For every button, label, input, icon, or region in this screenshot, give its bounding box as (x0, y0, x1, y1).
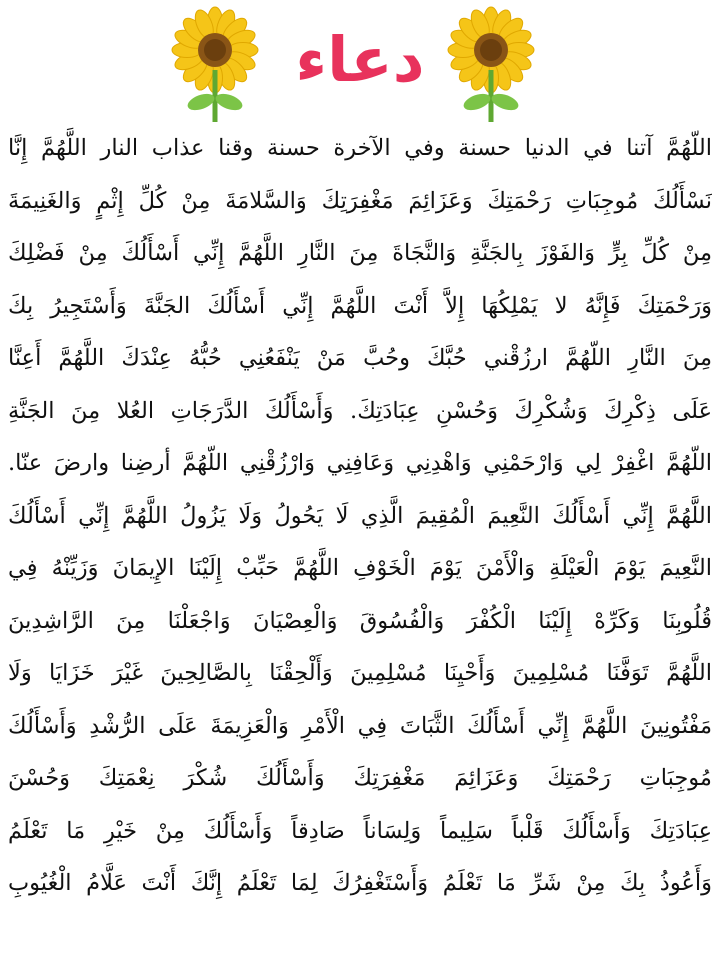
text-line: وَأَعُوذُ بِكَ مِنْ شَرِّ مَا تَعْلَمُ وَأَسْتَغْفِرُكَ لِمَا تَعْلَمُ إِنَّكَ أَنْتَ عَلَّامُ الْغُيُوبِ (8, 870, 712, 896)
text-line: نَسْأَلُكَ مُوجِبَاتِ رَحْمَتِكَ وَعَزَائِمَ مَغْفِرَتِكَ وَالسَّلامَةَ مِنْ كُلِّ إِثْمٍ وَالغَنِيمَةَ (8, 187, 712, 214)
text-line: اللَّهُمَّ تَوَفَّنَا مُسْلِمِينَ وَأَحْيِنَا مُسْلِمِينَ وَأَلْحِقْنَا بِالصَّالِحِينَ غَيْرَ خَزَايَا وَلَا (8, 660, 712, 686)
text-line: النَّعِيمَ يَوْمَ الْعَيْلَةِ وَالْأَمْنَ يَوْمَ الْخَوْفِ اللَّهُمَّ حَبِّبْ إِلَيْنَا الإِيمَانَ وَزَيِّنْهُ فِي (8, 555, 712, 581)
sunflower-icon (160, 4, 270, 122)
text-line: مُوجِبَاتِ رَحْمَتِكَ وَعَزَائِمَ مَغْفِرَتِكَ وَأَسْأَلُكَ شُكْرَ نِعْمَتِكَ وَحُسْنَ (8, 765, 712, 791)
text-line: مِنَ النَّارِ اللّهُمَّ ارزُقْني حُبَّكَ وحُبَّ مَنْ يَنْفَعُنِي حُبُّهُ عِنْدَكَ اللَّهُمَّ أَعِنَّا (8, 345, 712, 371)
text-line: اللَّهُمَّ إِنِّي أَسْأَلُكَ النَّعِيمَ الْمُقِيمَ الَّذِي لَا يَحُولُ وَلَا يَزُولُ اللَّهُمَّ إِنِّي أَسْأَلُكَ (8, 502, 712, 529)
text-line: عَلَى ذِكْرِكَ وَشُكْرِكَ وَحُسْنِ عِبَادَتِكَ. وَأَسْأَلُكَ الدَّرَجَاتِ العُلا مِنَ الجَنَّةِ (8, 397, 712, 424)
text-line: اللّهُمَّ آتنا في الدنيا حسنة وفي الآخرة حسنة وقنا عذاب النار اللَّهُمَّ إِنَّا (8, 135, 712, 161)
header (0, 0, 720, 122)
text-line: وَرَحْمَتِكَ فَإِنَّهُ لا يَمْلِكُهَا إِلاَّ أَنْتَ اللَّهُمَّ إِنِّي أَسْأَلُكَ الجَنَّةَ وَأَسْتَجِيرُ بِكَ (8, 292, 712, 319)
text-line: مَفْتُونِينَ اللَّهُمَّ إِنِّي أَسْأَلُكَ الثَّبَاتَ فِي الْأَمْرِ وَالْعَزِيمَةَ عَلَى الرُّشْدِ وَأَسْأَلُكَ (8, 712, 712, 739)
page-title: دعاء (295, 23, 425, 96)
text-line: مِنْ كُلِّ بِرٍّ وَالفَوْزَ بِالجَنَّةِ وَالنَّجَاةَ مِنَ النَّارِ اللَّهُمَّ إِنِّي أَسْأَلُكَ مِنْ فَضْلِكَ (8, 240, 712, 266)
text-line: اللّهُمَّ اغْفِرْ لِي وَارْحَمْنِي وَاهْدِنِي وَعَافِنِي وَارْزُقْنِي اللّهُمَّ أرضِنا وارضَ عنّا. (8, 450, 712, 476)
dua-text (8, 122, 712, 910)
text-line: عِبَادَتِكَ وَأَسْأَلُكَ قَلْباً سَلِيماً وَلِسَاناً صَادِقاً وَأَسْأَلُكَ مِنْ خَيْرِ مَا تَعْلَمُ (8, 817, 712, 844)
text-line: قُلُوبِنَا وَكَرِّهْ إِلَيْنَا الْكُفْرَ وَالْفُسُوقَ وَالْعِصْيَانَ وَاجْعَلْنَا مِنَ الرَّاشِدِينَ (8, 607, 712, 634)
sunflower-icon (436, 4, 546, 122)
